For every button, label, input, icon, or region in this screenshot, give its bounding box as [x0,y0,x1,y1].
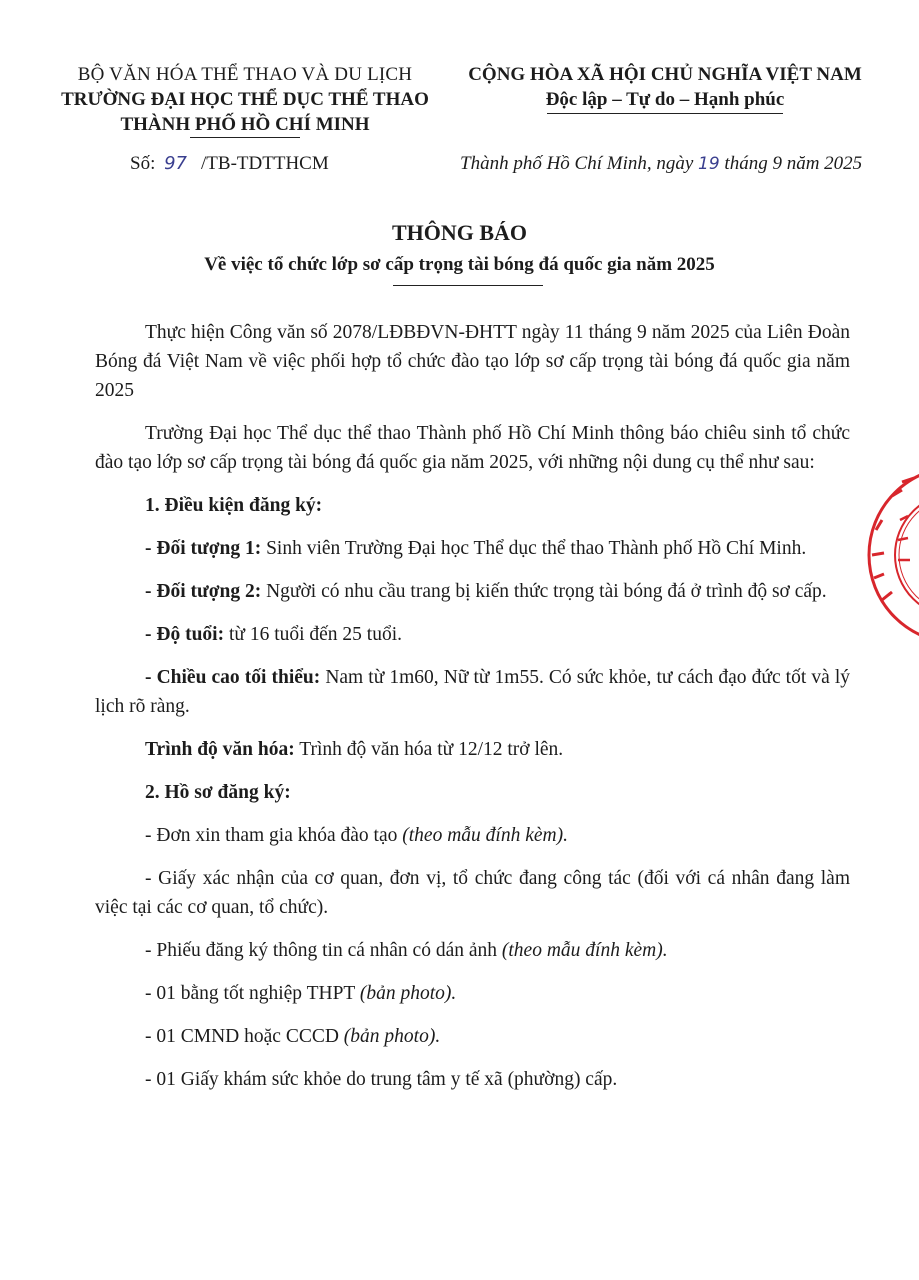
age-label: - Độ tuổi: [145,624,225,645]
school-name-line2: THÀNH PHỐ HỒ CHÍ MINH [120,114,370,135]
issuing-agency-block [40,62,450,138]
doc1-note: (theo mẫu đính kèm). [402,825,568,846]
date-day-handwritten: 19 [698,154,720,174]
document-subtitle: Về việc tổ chức lớp sơ cấp trọng tài bóng đá quốc gia năm 2025 [204,254,715,275]
doc-no-suffix: /TB-TDTTHCM [201,153,329,174]
ministry-name: BỘ VĂN HÓA THỂ THAO VÀ DU LỊCH [77,64,413,85]
motto-underline [547,113,783,114]
doc1-text: - Đơn xin tham gia khóa đào tạo [145,825,403,846]
doc4-note: (bản photo). [359,983,457,1004]
intro-paragraph-1: Thực hiện Công văn số 2078/LĐBĐVN-ĐHTT ngày 11 tháng 9 năm 2025 của Liên Đoàn Bóng đá Việt Nam về việc phối hợp tổ chức đào tạo lớp sơ cấp trọng tài bóng đá quốc gia năm 2025 [95,322,850,401]
official-seal-icon [862,460,919,650]
required-doc-1 [95,821,850,850]
eligibility-object-1 [95,534,850,563]
eligibility-age [95,620,850,649]
required-doc-3 [95,936,850,965]
section-1-heading: 1. Điều kiện đăng ký: [145,495,323,516]
required-doc-2: - Giấy xác nhận của cơ quan, đơn vị, tổ chức đang công tác (đối với cá nhân đang làm việc tại các cơ quan, tổ chức). [95,868,850,918]
school-name-line1: TRƯỜNG ĐẠI HỌC THỂ DỤC THỂ THAO [61,89,429,110]
required-doc-5 [95,1022,850,1051]
subtitle-underline [393,285,543,286]
doc3-text: - Phiếu đăng ký thông tin cá nhân có dán ảnh [145,940,502,961]
doc5-text: - 01 CMND hoặc CCCD [145,1026,344,1047]
required-doc-6: - 01 Giấy khám sức khỏe do trung tâm y tế xã (phường) cấp. [145,1069,618,1090]
document-body [95,318,850,1108]
intro-paragraph-2: Trường Đại học Thể dục thể thao Thành phố Hồ Chí Minh thông báo chiêu sinh tổ chức đào tạo lớp sơ cấp trọng tài bóng đá quốc gia năm 2025, với những nội dung cụ thể như sau: [95,423,850,473]
national-header-block [440,62,890,114]
doc3-note: (theo mẫu đính kèm). [501,940,668,961]
doc-no-handwritten: 97 [164,153,188,174]
national-motto: Độc lập – Tự do – Hạnh phúc [545,89,785,110]
edu-text: Trình độ văn hóa từ 12/12 trở lên. [294,739,564,760]
obj1-text: Sinh viên Trường Đại học Thể dục thể thao Thành phố Hồ Chí Minh. [261,538,807,559]
date-prefix: Thành phố Hồ Chí Minh, ngày [460,153,694,174]
eligibility-education [95,735,850,764]
doc-no-prefix: Số: [130,153,156,174]
eligibility-height [95,663,850,721]
height-label: - Chiều cao tối thiểu: [145,667,321,688]
section-2-heading: 2. Hồ sơ đăng ký: [145,782,291,803]
nation-name: CỘNG HÒA XÃ HỘI CHỦ NGHĨA VIỆT NAM [468,64,862,85]
height-text: Nam từ 1m60, Nữ từ 1m55. Có sức khỏe, tư cách đạo đức tốt và lý lịch rõ ràng. [95,667,850,717]
eligibility-object-2 [95,577,850,606]
document-title: THÔNG BÁO [391,220,528,245]
edu-label: Trình độ văn hóa: [145,739,295,760]
required-doc-4 [95,979,850,1008]
age-text: từ 16 tuổi đến 25 tuổi. [224,624,403,645]
obj2-text: Người có nhu cầu trang bị kiến thức trọng tài bóng đá ở trình độ sơ cấp. [261,581,827,602]
document-number [130,153,329,175]
doc5-note: (bản photo). [343,1026,441,1047]
obj2-label: - Đối tượng 2: [145,581,262,602]
obj1-label: - Đối tượng 1: [145,538,262,559]
date-suffix: tháng 9 năm 2025 [724,153,863,174]
doc4-text: - 01 bằng tốt nghiệp THPT [145,983,360,1004]
issue-date [460,153,880,175]
agency-underline [190,137,300,138]
